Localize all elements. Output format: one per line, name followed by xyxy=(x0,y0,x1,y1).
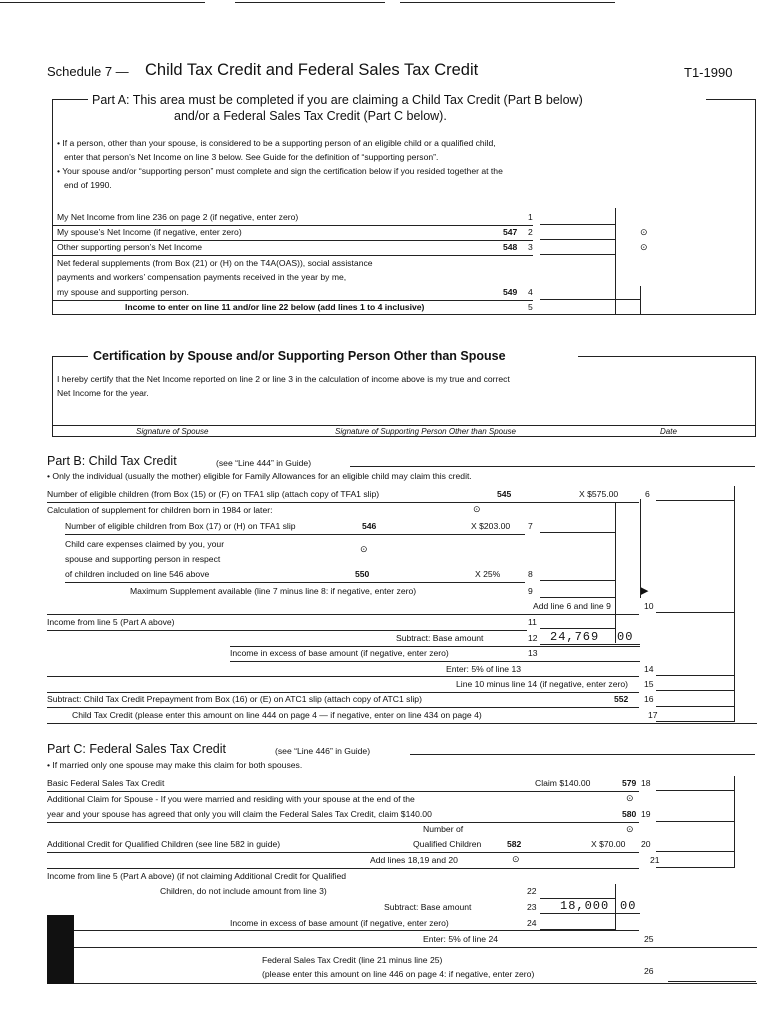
line-10-field[interactable] xyxy=(656,598,734,613)
line-23-label: Subtract: Base amount xyxy=(384,902,472,912)
line-26-number: 26 xyxy=(644,966,654,976)
part-a-heading: Part A: This area must be completed if you are claiming a Child Tax Credit (Part B below) xyxy=(92,93,583,107)
line-6-label: Number of eligible children (from Box (15) or (F) on TFA1 slip (attach copy of TFA1 slip) xyxy=(47,489,380,499)
date-field[interactable] xyxy=(610,405,750,425)
black-margin-bar xyxy=(47,915,74,984)
part-a-bullet-2: • Your spouse and/or “supporting person” must complete and sign the certification below if you resided together at the xyxy=(57,166,503,176)
line-22-label: Income from line 5 (Part A above) (if not claiming Additional Credit for Qualified xyxy=(47,871,347,881)
line-17-label: Child Tax Credit (please enter this amount on line 444 on page 4 — if negative, enter on line 434 on page 4) xyxy=(72,710,482,720)
spouse-signature-label: Signature of Spouse xyxy=(136,427,209,436)
circle-icon: ⊙ xyxy=(640,227,648,237)
line-24-field[interactable] xyxy=(540,915,615,930)
line-19-number: 19 xyxy=(641,809,651,819)
line-19-label-b: year and your spouse has agreed that only you will claim the Federal Sales Tax Credit, claim $140.00 xyxy=(47,809,432,819)
line-20-multiplier: X $70.00 xyxy=(591,839,626,849)
line-4-label-b: payments and workers’ compensation payments received in the year by me, xyxy=(57,272,347,282)
line-21-number: 21 xyxy=(650,855,660,865)
line-16-number: 16 xyxy=(644,694,654,704)
line-7-number: 7 xyxy=(528,521,533,531)
line-1-field[interactable] xyxy=(540,211,615,225)
line-3-code: 548 xyxy=(503,242,518,252)
certification-text-2: Net Income for the year. xyxy=(57,388,149,398)
line-8-field[interactable] xyxy=(540,566,615,581)
part-b-heading: Part B: Child Tax Credit xyxy=(47,454,177,468)
line-8-label-b: spouse and supporting person in respect xyxy=(65,554,221,564)
line-26-field[interactable] xyxy=(668,963,756,984)
line-4-number: 4 xyxy=(528,287,533,297)
line-2-number: 2 xyxy=(528,227,533,237)
line-23-cents: 00 xyxy=(620,899,637,913)
line-19-field[interactable] xyxy=(656,807,734,822)
line-16-label: Subtract: Child Tax Credit Prepayment from Box (16) or (E) on ATC1 slip (attach copy of ATC1 slip) xyxy=(47,694,422,704)
line-14-field[interactable] xyxy=(656,661,734,676)
schedule-label: Schedule 7 — xyxy=(47,64,129,79)
line-11-label: Income from line 5 (Part A above) xyxy=(47,617,175,627)
line-11-field[interactable] xyxy=(540,614,615,629)
line-12-number: 12 xyxy=(528,633,538,643)
form-title: Child Tax Credit and Federal Sales Tax Credit xyxy=(145,61,479,79)
line-4-label-c: my spouse and supporting person. xyxy=(57,287,189,297)
line-21-field[interactable] xyxy=(656,853,734,868)
line-6-multiplier: X $575.00 xyxy=(579,489,619,499)
line-12-field[interactable] xyxy=(540,630,640,645)
line-7-code: 546 xyxy=(362,521,377,531)
line-8-label-c: of children included on line 546 above xyxy=(65,569,210,579)
circle-icon: ⊙ xyxy=(626,824,634,834)
line-15-number: 15 xyxy=(644,679,654,689)
line-18-number: 18 xyxy=(641,778,651,788)
line-8-code: 550 xyxy=(355,569,370,579)
supporting-person-signature-field[interactable] xyxy=(335,405,595,425)
line-12-base-amount: 24,769 xyxy=(550,630,600,644)
line-20-code: 582 xyxy=(507,839,522,849)
line-25-label: Enter: 5% of line 24 xyxy=(423,934,499,944)
part-a-heading-2: and/or a Federal Sales Tax Credit (Part C below). xyxy=(174,109,447,123)
line-26-label-b: (please enter this amount on line 446 on page 4: if negative, enter zero) xyxy=(262,969,535,979)
line-7-field[interactable] xyxy=(540,518,615,533)
line-20-number: 20 xyxy=(641,839,651,849)
circle-icon: ⊙ xyxy=(512,854,520,864)
line-3-field[interactable] xyxy=(540,241,615,255)
supporting-signature-label: Signature of Supporting Person Other than Spouse xyxy=(335,427,517,436)
line-2-label: My spouse’s Net Income (if negative, enter zero) xyxy=(57,227,242,237)
circle-icon: ⊙ xyxy=(640,242,648,252)
line-13-number: 13 xyxy=(528,648,538,658)
line-4-code: 549 xyxy=(503,287,518,297)
line-22-field[interactable] xyxy=(540,884,615,899)
line-22-number: 22 xyxy=(527,886,537,896)
line-18-claim: Claim $140.00 xyxy=(535,778,591,788)
line-20-label: Additional Credit for Qualified Children (see line 582 in guide) xyxy=(47,839,281,849)
arrow-icon: ▶ xyxy=(640,585,649,597)
certification-text: I hereby certify that the Net Income reported on line 2 or line 3 in the calculation of income above is my true and correct xyxy=(57,374,510,384)
line-23-number: 23 xyxy=(527,902,537,912)
part-c-heading: Part C: Federal Sales Tax Credit xyxy=(47,742,227,756)
line-14-number: 14 xyxy=(644,664,654,674)
line-10-label: Add line 6 and line 9 xyxy=(533,601,611,611)
line-4-label: Net federal supplements (from Box (21) or (H) on the T4A(OAS)), social assistance xyxy=(57,258,373,268)
line-10-number: 10 xyxy=(644,601,654,611)
line-11-number: 11 xyxy=(528,617,537,627)
part-b-bullet: • Only the individual (usually the mother) eligible for Family Allowances for an eligible child may claim this credit. xyxy=(47,471,472,481)
line-9-field[interactable] xyxy=(540,583,615,598)
line-3-label: Other supporting person’s Net Income xyxy=(57,242,203,252)
line-1-number: 1 xyxy=(528,212,533,222)
line-9-label: Maximum Supplement available (line 7 minus line 8: if negative, enter zero) xyxy=(130,586,417,596)
line-6-field[interactable] xyxy=(656,486,734,501)
line-7-multiplier: X $203.00 xyxy=(471,521,511,531)
date-label: Date xyxy=(660,427,677,436)
line-15-field[interactable] xyxy=(656,676,734,691)
form-id: T1-1990 xyxy=(684,65,733,80)
line-17-number: 17 xyxy=(648,710,658,720)
line-24-number: 24 xyxy=(527,918,537,928)
line-17-field[interactable] xyxy=(656,707,734,722)
part-c-bullet: • If married only one spouse may make this claim for both spouses. xyxy=(47,760,303,770)
line-18-code: 579 xyxy=(622,778,637,788)
line-2-field[interactable] xyxy=(540,226,615,240)
certification-heading: Certification by Spouse and/or Supporting Person Other than Spouse xyxy=(93,349,506,363)
line-8-number: 8 xyxy=(528,569,533,579)
line-24-label: Income in excess of base amount (if negative, enter zero) xyxy=(230,918,449,928)
part-a-box xyxy=(52,99,756,315)
line-15-label: Line 10 minus line 14 (if negative, enter zero) xyxy=(456,679,628,689)
line-5-number: 5 xyxy=(528,302,533,312)
line-18-field[interactable] xyxy=(656,776,734,791)
line-19-code: 580 xyxy=(622,809,637,819)
circle-icon: ⊙ xyxy=(360,544,368,554)
line-12-label: Subtract: Base amount xyxy=(396,633,484,643)
part-b-heading-note: (see “Line 444” in Guide) xyxy=(216,458,312,468)
circle-icon: ⊙ xyxy=(626,793,634,803)
line-12-cents: 00 xyxy=(617,630,634,644)
line-25-number: 25 xyxy=(644,934,654,944)
line-3-number: 3 xyxy=(528,242,533,252)
line-14-label: Enter: 5% of line 13 xyxy=(446,664,522,674)
line-8-label: Child care expenses claimed by you, your xyxy=(65,539,225,549)
line-21-label: Add lines 18,19 and 20 xyxy=(370,855,458,865)
line-5-field[interactable] xyxy=(540,301,615,315)
spouse-signature-field[interactable] xyxy=(60,405,330,425)
line-23-base-amount: 18,000 xyxy=(560,899,610,913)
line-18-label: Basic Federal Sales Tax Credit xyxy=(47,778,165,788)
line-2-code: 547 xyxy=(503,227,518,237)
circle-icon: ⊙ xyxy=(473,504,481,514)
line-19-label: Additional Claim for Spouse - If you were married and residing with your spouse at the end of the xyxy=(47,794,415,804)
line-9-number: 9 xyxy=(528,586,533,596)
line-6-code: 545 xyxy=(497,489,512,499)
part-a-bullet-1: • If a person, other than your spouse, is considered to be a supporting person of an eligible child or a qualified child, xyxy=(57,138,496,148)
line-23-field[interactable] xyxy=(540,899,640,914)
line-7-label: Number of eligible children from Box (17) or (H) on TFA1 slip xyxy=(65,521,296,531)
line-22-label-b: Children, do not include amount from line 3) xyxy=(160,886,327,896)
part-c-heading-note: (see “Line 446” in Guide) xyxy=(275,746,371,756)
line-4-field[interactable] xyxy=(540,286,615,300)
line-20-number-of: Number of xyxy=(423,824,464,834)
supplement-calc-label: Calculation of supplement for children born in 1984 or later: xyxy=(47,505,273,515)
line-8-multiplier: X 25% xyxy=(475,569,501,579)
part-a-bullet-2b: end of 1990. xyxy=(64,180,112,190)
line-16-field[interactable] xyxy=(656,692,734,707)
line-25-field[interactable] xyxy=(656,932,734,946)
line-16-code: 552 xyxy=(614,694,629,704)
line-13-label: Income in excess of base amount (if negative, enter zero) xyxy=(230,648,449,658)
line-20-field[interactable] xyxy=(656,837,734,852)
part-a-bullet-1b: enter that person’s Net Income on line 3 below. See Guide for the definition of “supporting person”. xyxy=(64,152,439,162)
line-5-label: Income to enter on line 11 and/or line 22 below (add lines 1 to 4 inclusive) xyxy=(125,302,425,312)
line-1-label: My Net Income from line 236 on page 2 (if negative, enter zero) xyxy=(57,212,299,222)
line-26-label: Federal Sales Tax Credit (line 21 minus line 25) xyxy=(262,955,443,965)
line-6-number: 6 xyxy=(645,489,650,499)
line-20-qualified: Qualified Children xyxy=(413,839,482,849)
